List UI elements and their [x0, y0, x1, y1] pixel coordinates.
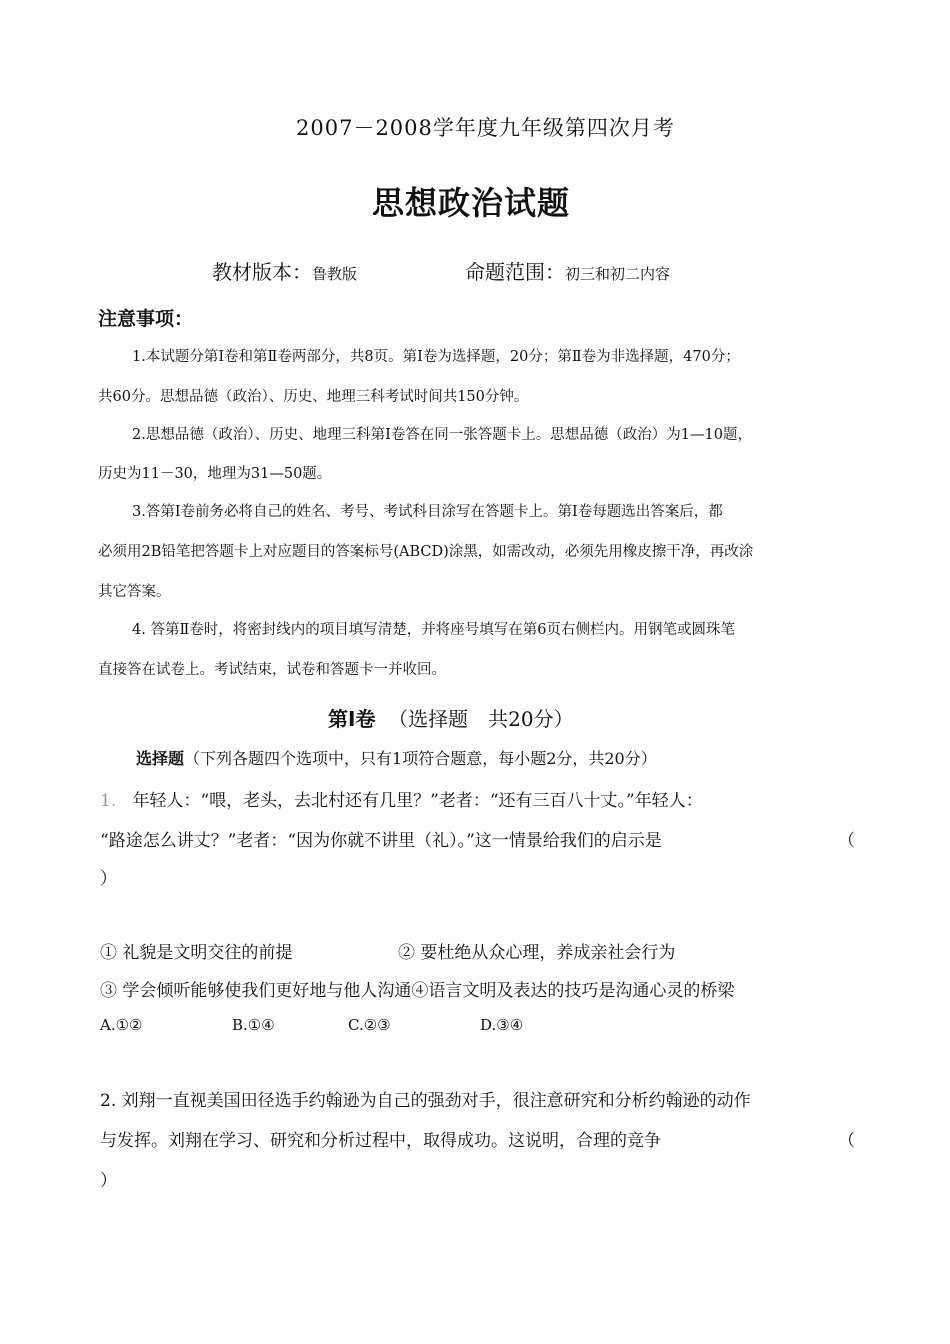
scope-label: 命题范围：: [465, 260, 566, 284]
choice-d: D.③④: [480, 1016, 524, 1034]
instruction-text: （下列各题四个选项中，只有1项符合题意，每小题2分，共20分）: [184, 749, 657, 768]
answer-paren-open: （: [838, 831, 855, 851]
page-title: 思想政治试题: [372, 184, 571, 222]
section-instruction: [136, 746, 657, 769]
answer-paren-open: （: [838, 1131, 855, 1151]
scope-value: 初三和初二内容: [565, 265, 671, 283]
question-1-line-1: [100, 786, 703, 811]
choice-c: C.②③: [348, 1016, 391, 1034]
question-1-number: 1.: [100, 791, 117, 811]
textbook-label: 教材版本：: [212, 260, 312, 284]
note-line: 共60分。思想品德（政治）、历史、地理三科考试时间共150分钟。: [98, 389, 529, 405]
choice-b: B.①④: [232, 1016, 275, 1034]
option-2: ② 要杜绝从众心理，养成亲社会行为: [398, 943, 676, 963]
choice-a: A.①②: [100, 1016, 143, 1034]
exam-heading: 2007－2008学年度九年级第四次月考: [296, 116, 675, 140]
option-3-4: ③ 学会倾听能够使我们更好地与他人沟通④语言文明及表达的技巧是沟通心灵的桥梁: [100, 981, 735, 1001]
answer-paren-close: ）: [100, 1171, 117, 1191]
note-line: 必须用2B铅笔把答题卡上对应题目的答案标号(ABCD)涂黑，如需改动，必须先用橡皮擦干净，再改涂: [98, 544, 754, 560]
option-1: ① 礼貌是文明交往的前提: [100, 943, 293, 963]
exam-meta: [212, 256, 670, 285]
section-subtitle: （选择题 共20分）: [388, 707, 574, 731]
instruction-bold: 选择题: [136, 749, 185, 768]
notes-heading: 注意事项：: [98, 308, 194, 330]
note-line: 3.答第Ⅰ卷前务必将自己的姓名、考号、考试科目涂写在答题卡上。第Ⅰ卷每题选出答案后，都: [132, 504, 723, 520]
answer-paren-close: ）: [100, 869, 117, 889]
note-line: 2.思想品德（政治）、历史、地理三科第Ⅰ卷答在同一张答题卡上。思想品德（政治）为1—10题，: [132, 427, 752, 443]
note-line: 直接答在试卷上。考试结束，试卷和答题卡一并收回。: [98, 662, 446, 678]
question-1-line-2: “路途怎么讲丈？”老者：“因为你就不讲里（礼）。”这一情景给我们的启示是: [100, 831, 662, 851]
question-2-line-1: 2. 刘翔一直视美国田径选手约翰逊为自己的强劲对手，很注意研究和分析约翰逊的动作: [100, 1091, 751, 1111]
question-1-text: 年轻人：“喂，老头，去北村还有几里？”老者：“还有三百八十丈。”年轻人：: [132, 791, 703, 811]
section-title: [328, 703, 574, 732]
textbook-value: 鲁教版: [312, 265, 358, 283]
note-line: 1.本试题分第Ⅰ卷和第Ⅱ卷两部分，共8页。第Ⅰ卷为选择题，20分；第Ⅱ卷为非选择题，470分；: [132, 349, 740, 365]
note-line: 历史为11－30，地理为31—50题。: [98, 466, 332, 482]
question-2-line-2: 与发挥。刘翔在学习、研究和分析过程中，取得成功。这说明，合理的竞争: [100, 1131, 661, 1151]
note-line: 其它答案。: [98, 584, 171, 600]
section-name: 第Ⅰ卷: [328, 707, 376, 731]
note-line: 4. 答第Ⅱ卷时，将密封线内的项目填写清楚，并将座号填写在第6页右侧栏内。用钢笔或圆珠笔: [132, 622, 736, 638]
